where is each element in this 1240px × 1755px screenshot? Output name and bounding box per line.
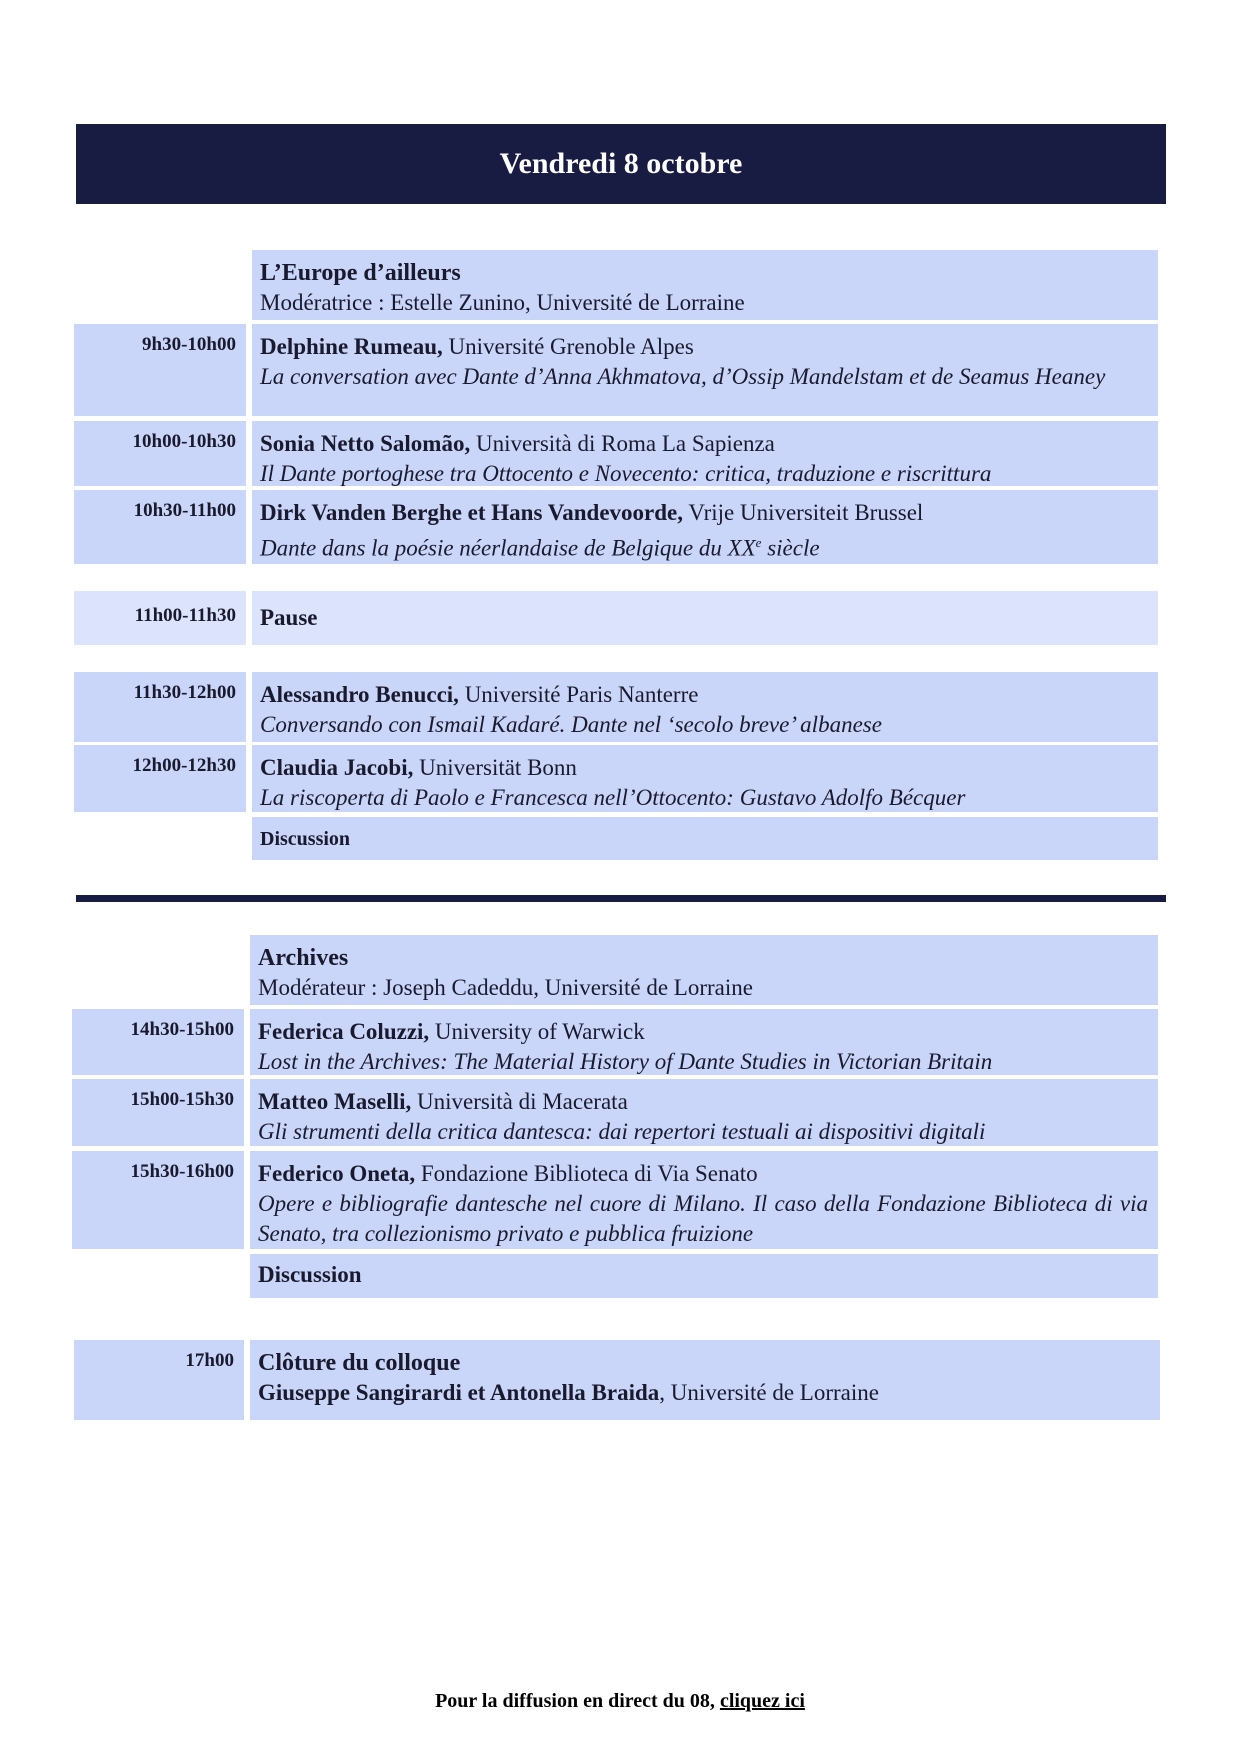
program-row (0, 324, 1240, 416)
talk-box (252, 421, 1158, 486)
speaker-affiliation: Università di Macerata (411, 1089, 628, 1114)
talk-box (252, 672, 1158, 742)
footer-text: Pour la diffusion en direct du 08, (435, 1690, 720, 1712)
session-title: L’Europe d’ailleurs (260, 260, 461, 286)
paper-title-main: Dante dans la poésie néerlandaise de Belgique du XX (260, 535, 756, 561)
program-row (0, 490, 1240, 564)
speaker-name: Matteo Maselli, (258, 1089, 412, 1114)
closing-row (0, 1340, 1240, 1420)
time-slot: 9h30-10h00 (74, 324, 246, 416)
closing-speakers: Giuseppe Sangirardi et Antonella Braida (258, 1380, 660, 1405)
time-slot: 11h00-11h30 (74, 591, 246, 645)
pause-row (0, 591, 1240, 645)
footer-note (0, 1690, 1240, 1713)
paper-title: Opere e bibliografie dantesche nel cuore di Milano. Il caso della Fondazione Biblioteca di via Senato, tra collezionismo privato e pubblica fruizione (258, 1191, 1148, 1246)
time-slot: 12h00-12h30 (74, 745, 246, 812)
closing-affiliation: , Université de Lorraine (659, 1380, 879, 1405)
paper-title: Conversando con Ismail Kadaré. Dante nel ‘secolo breve’ albanese (260, 712, 882, 737)
session-header-europe (0, 250, 1240, 320)
speaker-affiliation: University of Warwick (429, 1019, 645, 1044)
discussion-box (250, 1254, 1158, 1298)
time-slot: 14h30-15h00 (72, 1009, 244, 1075)
paper-title: La riscoperta di Paolo e Francesca nell’Ottocento: Gustavo Adolfo Bécquer (260, 785, 966, 810)
program-row (0, 1009, 1240, 1075)
speaker-name: Federica Coluzzi, (258, 1019, 430, 1044)
program-row (0, 1151, 1240, 1249)
pause-box (252, 591, 1158, 645)
speaker-affiliation: Vrije Universiteit Brussel (683, 500, 924, 525)
paper-title: Lost in the Archives: The Material History of Dante Studies in Victorian Britain (258, 1049, 993, 1074)
time-slot: 11h30-12h00 (74, 672, 246, 742)
session-title: Archives (258, 945, 349, 971)
day-banner (76, 124, 1166, 204)
speaker-affiliation: Université Paris Nanterre (458, 682, 699, 707)
session-moderator: Modératrice : Estelle Zunino, Université de Lorraine (260, 290, 745, 315)
time-slot: 15h00-15h30 (72, 1079, 244, 1146)
paper-title: Il Dante portoghese tra Ottocento e Novecento: critica, traduzione e riscrittura (260, 461, 992, 486)
talk-box (252, 745, 1158, 812)
paper-title-end: siècle (761, 535, 820, 561)
speaker-name: Alessandro Benucci, (260, 682, 459, 707)
speaker-affiliation: Università di Roma La Sapienza (470, 431, 775, 456)
speaker-affiliation: Université Grenoble Alpes (442, 334, 694, 359)
pause-label: Pause (260, 605, 318, 630)
session-header-box (252, 250, 1158, 320)
time-slot: 15h30-16h00 (72, 1151, 244, 1249)
discussion-row (0, 1254, 1240, 1298)
talk-box (250, 1079, 1158, 1146)
closing-box (250, 1340, 1160, 1420)
session-header-archives (0, 935, 1240, 1005)
speaker-affiliation: Fondazione Biblioteca di Via Senato (415, 1161, 758, 1186)
time-slot: 10h00-10h30 (74, 421, 246, 486)
time-slot: 10h30-11h00 (74, 490, 246, 564)
paper-title (260, 528, 1148, 564)
program-row (0, 421, 1240, 486)
speaker-name: Claudia Jacobi, (260, 755, 414, 780)
program-row (0, 672, 1240, 742)
discussion-label: Discussion (258, 1262, 362, 1287)
paper-title-sup: e (755, 535, 762, 550)
discussion-row (0, 817, 1240, 860)
speaker-name: Delphine Rumeau, (260, 334, 443, 359)
closing-title: Clôture du colloque (258, 1350, 461, 1376)
time-slot: 17h00 (74, 1340, 244, 1420)
speaker-name: Federico Oneta, (258, 1161, 416, 1186)
talk-box (252, 324, 1158, 416)
talk-box (250, 1009, 1158, 1075)
speaker-name: Sonia Netto Salomão, (260, 431, 471, 456)
livestream-link[interactable]: cliquez ici (719, 1690, 805, 1712)
speaker-affiliation: Universität Bonn (413, 755, 577, 780)
discussion-box (252, 817, 1158, 860)
day-title: Vendredi 8 octobre (499, 147, 743, 180)
paper-title: La conversation avec Dante d’Anna Akhmatova, d’Ossip Mandelstam et de Seamus Heaney (260, 364, 1106, 389)
paper-title: Gli strumenti della critica dantesca: dai repertori testuali ai dispositivi digitali (258, 1119, 986, 1144)
discussion-label: Discussion (260, 828, 351, 850)
session-moderator: Modérateur : Joseph Cadeddu, Université de Lorraine (258, 975, 753, 1000)
program-row (0, 745, 1240, 812)
talk-box (252, 490, 1158, 564)
talk-box (250, 1151, 1158, 1249)
speaker-name: Dirk Vanden Berghe et Hans Vandevoorde, (260, 500, 684, 525)
section-divider (76, 895, 1166, 902)
program-row (0, 1079, 1240, 1146)
session-header-box (250, 935, 1158, 1005)
